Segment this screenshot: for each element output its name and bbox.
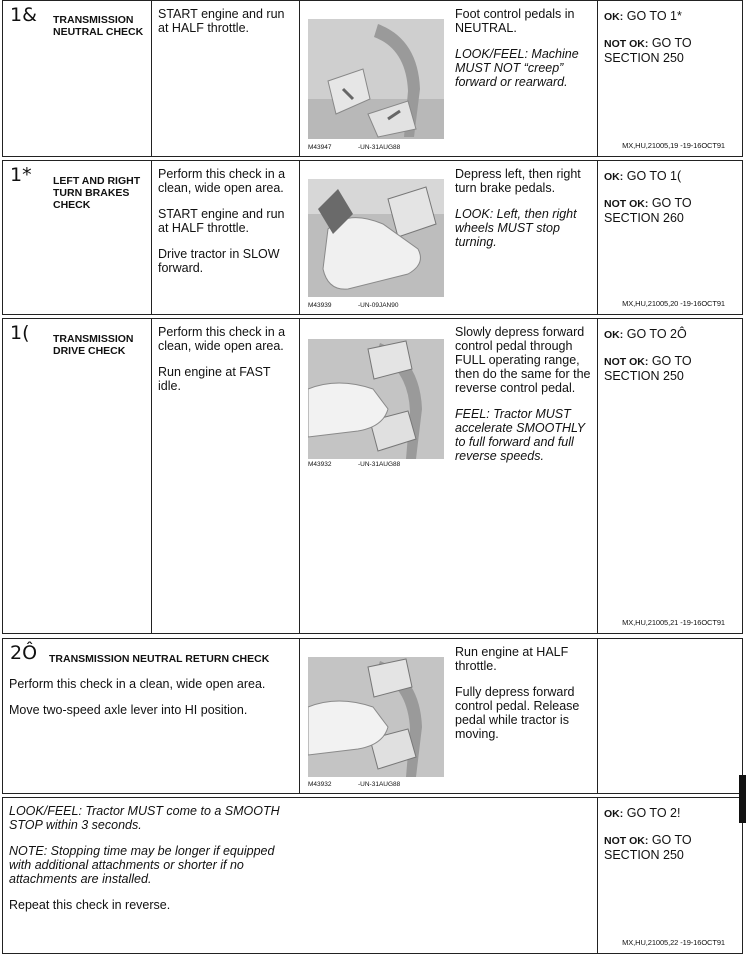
not-ok-action: GO TO SECTION 250 [604,833,692,862]
not-ok-label: NOT OK: [604,198,649,210]
check-title-cell [3,1,152,156]
check-title: TRANSMISSION NEUTRAL CHECK [53,14,144,38]
photo-code: -UN-31AUG88 [358,781,401,788]
ok-action: GO TO 2! [626,806,681,820]
procedure-cell [300,1,598,156]
check-title-cell [3,319,152,633]
reference-code: MX,HU,21005,22 -19-16OCT91 [622,938,725,947]
procedure-text: Slowly depress forward control pedal through FULL operating range, then do the same for the reverse control pedal. [455,325,591,395]
not-ok-label: NOT OK: [604,38,649,50]
ok-label: OK: [604,808,624,820]
check-block-1 [2,0,743,157]
pedal-illustration [308,19,444,139]
procedure-text: Run engine at HALF throttle. [455,645,569,673]
check-title-cell [3,161,152,314]
condition-text: Perform this check in a clean, wide open area. [9,677,266,691]
condition-text: Move two-speed axle lever into HI position. [9,703,248,717]
check-title: TRANSMISSION NEUTRAL RETURN CHECK [49,653,270,665]
condition-text: START engine and run at HALF throttle. [158,7,285,35]
pedal-photo [308,657,444,777]
procedure-text: Foot control pedals in NEUTRAL. [455,7,575,35]
result-cell [598,319,742,633]
result-text: LOOK/FEEL: Tractor MUST come to a SMOOTH STOP within 3 seconds. [9,804,280,832]
check-block-4-results [2,797,743,954]
check-title: TRANSMISSION DRIVE CHECK [53,333,134,357]
check-title-cell [3,639,300,793]
result-text-cell [3,798,598,953]
procedure-text: Fully depress forward control pedal. Release pedal while tractor is moving. [455,685,580,741]
photo-code: -UN-09JAN90 [358,302,399,309]
pedal-photo [308,19,444,139]
check-number: 1( [10,322,30,344]
procedure-text: Depress left, then right turn brake pedals. [455,167,581,195]
foot-on-brake-illustration [308,179,444,297]
result-cell [598,798,742,953]
section-edge-tab [739,775,746,823]
check-number: 1& [10,4,37,26]
pedal-photo [308,339,444,459]
foot-on-pedal-illustration [308,339,444,459]
photo-label: M43932 [308,781,332,788]
procedure-cell [300,639,598,793]
ok-action: GO TO 1( [626,169,682,183]
condition-text: Drive tractor in SLOW forward. [158,247,280,275]
condition-text: Run engine at FAST idle. [158,365,271,393]
result-text: LOOK: Left, then right wheels MUST stop turning. [455,207,577,249]
condition-text: Perform this check in a clean, wide open area. [158,325,286,353]
ok-label: OK: [604,171,624,183]
reference-code: MX,HU,21005,20 -19-16OCT91 [622,299,725,308]
ok-label: OK: [604,11,624,23]
condition-text: Perform this check in a clean, wide open area. [158,167,286,195]
result-text: FEEL: Tractor MUST accelerate SMOOTHLY to full forward and full reverse speeds. [455,407,585,463]
not-ok-action: GO TO SECTION 250 [604,36,692,65]
check-number: 2Ô [10,642,38,664]
not-ok-action: GO TO SECTION 250 [604,354,692,383]
check-block-2 [2,160,743,315]
check-title: LEFT AND RIGHT TURN BRAKES CHECK [53,175,141,211]
conditions-cell [152,1,300,156]
conditions-cell [152,319,300,633]
conditions-cell [152,161,300,314]
ok-action: GO TO 1* [626,9,682,23]
photo-label: M43939 [308,302,332,309]
foot-on-pedal-illustration [308,657,444,777]
photo-code: -UN-31AUG88 [358,144,401,151]
photo-code: -UN-31AUG88 [358,461,401,468]
repeat-text: Repeat this check in reverse. [9,898,171,912]
check-block-4 [2,638,743,794]
check-block-3 [2,318,743,634]
result-cell [598,161,742,314]
result-text: LOOK/FEEL: Machine MUST NOT “creep” forward or rearward. [455,47,579,89]
condition-text: START engine and run at HALF throttle. [158,207,285,235]
photo-label: M43932 [308,461,332,468]
photo-label: M43947 [308,144,332,151]
not-ok-action: GO TO SECTION 260 [604,196,692,225]
procedure-cell [300,319,598,633]
not-ok-label: NOT OK: [604,835,649,847]
not-ok-label: NOT OK: [604,356,649,368]
result-cell [598,639,742,793]
reference-code: MX,HU,21005,21 -19-16OCT91 [622,618,725,627]
procedure-cell [300,161,598,314]
check-number: 1* [10,164,32,186]
ok-label: OK: [604,329,624,341]
result-cell [598,1,742,156]
ok-action: GO TO 2Ô [626,327,687,341]
reference-code: MX,HU,21005,19 -19-16OCT91 [622,141,725,150]
note-text: NOTE: Stopping time may be longer if equipped with additional attachments or shorter if no attachments are installed. [9,844,275,886]
pedal-photo [308,179,444,297]
